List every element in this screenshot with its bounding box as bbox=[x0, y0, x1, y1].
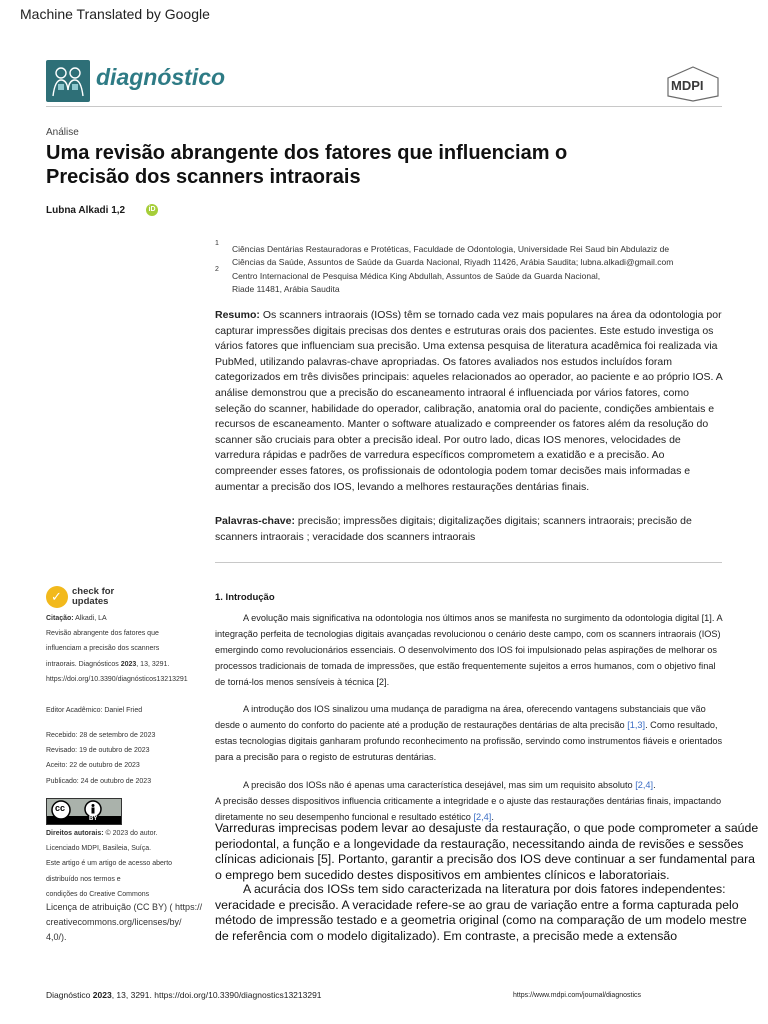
citation-ref[interactable]: [2,4] bbox=[635, 780, 654, 790]
title-line: Uma revisão abrangente dos fatores que influenciam o bbox=[46, 142, 568, 164]
author bbox=[46, 205, 125, 216]
section-heading: 1. Introdução bbox=[215, 592, 275, 603]
title-line: Precisão dos scanners intraorais bbox=[46, 166, 361, 188]
citation-text: , 13, 3291. bbox=[136, 660, 170, 668]
article-title bbox=[46, 141, 686, 189]
license-text: 4,0/). bbox=[46, 932, 67, 943]
affiliation-1 bbox=[232, 243, 722, 269]
citation-text: Revisão abrangente dos fatores que bbox=[46, 630, 159, 638]
keywords-label: Palavras-chave: bbox=[215, 515, 295, 527]
published-date: Publicado: 24 de outubro de 2023 bbox=[46, 777, 152, 785]
license-link[interactable]: creativecommons.org/licenses/by/ bbox=[46, 917, 182, 928]
machine-translation-banner: Machine Translated by Google bbox=[20, 6, 210, 22]
affiliation-line: Riade 11481, Arábia Saudita bbox=[232, 284, 340, 294]
copyright-label: Direitos autorais: bbox=[46, 830, 104, 837]
abstract bbox=[215, 308, 727, 495]
dates-block bbox=[46, 728, 206, 789]
footer-text: , 13, 3291. https://doi.org/10.3390/diagnostics13213291 bbox=[111, 990, 322, 1000]
paragraph-text: . bbox=[653, 780, 656, 790]
citation-doi-link[interactable]: https://doi.org/10.3390/diagnósticos13213291 bbox=[46, 675, 188, 683]
affiliation-line: Ciências Dentárias Restauradoras e Protéticas, Faculdade de Odontologia, Universidade Rei Saud bin Abdulaziz de bbox=[232, 244, 670, 254]
copyright-text: © 2023 do autor. bbox=[103, 830, 158, 837]
license-block bbox=[46, 900, 206, 946]
paragraph-text: A precisão dos IOSs não é apenas uma característica desejável, mas sim um requisito absoluto bbox=[243, 780, 636, 790]
affiliation-2 bbox=[232, 270, 722, 296]
footer-year: 2023 bbox=[92, 990, 112, 1000]
header-rule bbox=[46, 106, 722, 107]
journal-logo bbox=[46, 60, 90, 102]
paragraph-text: A introdução dos IOS sinalizou uma mudança de paradigma na área, oferecendo vantagens substanciais que vão desde o aumento do conforto do paciente até a produção de restaurações dentárias de alta precisão bbox=[215, 704, 706, 730]
paragraph-text: . Como resultado, estas tecnologias digitais ganharam profundo reconhecimento na profissão, servindo como instrumentos fiáveis e orientados para a precisão para o registo de estruturas dentárias. bbox=[215, 719, 723, 762]
copyright-text: Licenciado MDPI, Basileia, Suíça. bbox=[46, 845, 152, 853]
citation-text: influenciam a precisão dos scanners bbox=[46, 645, 160, 653]
keywords-text: precisão; impressões digitais; digitalizações digitais; scanners intraorais; precisão de scanners intraorais ; veracidade dos scanners intraorais bbox=[215, 515, 692, 543]
received-date: Recebido: 28 de setembro de 2023 bbox=[46, 732, 156, 739]
citation-ref[interactable]: [1,3] bbox=[627, 719, 646, 730]
copyright-text: condições do Creative Commons bbox=[46, 890, 150, 898]
intro-paragraph-2 bbox=[215, 702, 727, 766]
copyright-text: Este artigo é um artigo de acesso aberto bbox=[46, 860, 173, 868]
footer-journal-link[interactable]: https://www.mdpi.com/journal/diagnostics bbox=[513, 992, 641, 999]
article-type: Análise bbox=[46, 127, 79, 138]
intro-paragraph-1: A evolução mais significativa na odontologia nos últimos anos se manifesta no surgimento da odontologia digital [1]. A integração perfeita de tecnologias digitais avançadas revolucionou o cenário deste campo, com os scanners intraorais (IOS) emergindo como revolucionários essenciais. O desenvolvimento dos IOS foi impulsionado pelas aspirações de melhorar os processos tradicionais de tomada de impressões, que estão frequentemente sujeitos a erros humanos, com o objetivo final de torná-los menos sensíveis à técnica [2]. bbox=[215, 613, 723, 687]
revised-date: Revisado: 19 de outubro de 2023 bbox=[46, 747, 150, 755]
cc-by-license-icon[interactable] bbox=[46, 798, 122, 825]
copyright-text: distribuído nos termos e bbox=[46, 875, 121, 883]
check-icon: ✓ bbox=[46, 586, 68, 608]
citation-ref[interactable]: [2,4] bbox=[473, 811, 492, 822]
keywords bbox=[215, 514, 727, 545]
citation-year: 2023 bbox=[120, 660, 137, 668]
intro-paragraph-3a bbox=[215, 778, 727, 794]
paragraph-text: . bbox=[491, 811, 494, 822]
footer-citation bbox=[46, 990, 322, 1000]
copyright-block bbox=[46, 826, 206, 902]
affiliation-number: 1 bbox=[215, 240, 219, 247]
publisher-name: MDPI bbox=[671, 78, 704, 93]
affiliation-line: Ciências da Saúde, Assuntos de Saúde da Guarda Nacional, Riyadh 11426, Arábia Saudita; lubna.alkadi@gmail.com bbox=[232, 257, 674, 267]
cc-label: cc bbox=[55, 803, 66, 813]
accepted-date: Aceito: 22 de outubro de 2023 bbox=[46, 762, 140, 770]
cc-by-label: BY bbox=[89, 816, 98, 822]
affiliation-line: Centro Internacional de Pesquisa Médica King Abdullah, Assuntos de Saúde da Guarda Nacional, bbox=[232, 271, 601, 281]
mdpi-logo bbox=[666, 66, 720, 102]
author-affiliations: 1,2 bbox=[111, 205, 126, 216]
abstract-label: Resumo: bbox=[215, 309, 260, 321]
check-for-updates-badge[interactable] bbox=[46, 586, 176, 612]
check-label: check for bbox=[72, 586, 115, 597]
paragraph-text: A precisão desses dispositivos influencia criticamente a integridade e o ajuste das restaurações dentárias finais, impactando diretamente no seu desempenho funcional e resultado estético bbox=[215, 796, 722, 822]
intro-paragraph-5: A acurácia dos IOSs tem sido caracterizada na literatura por dois fatores independentes: veracidade e precisão. A veracidade refere-se ao grau de variação entre a forma capturada pelo método de impressão testado e a geometria original (como na comparação de um modelo mestre de referência com o modelo digitalizado). Em contraste, a precisão mede a extensão bbox=[215, 882, 747, 943]
abstract-rule bbox=[215, 562, 722, 563]
journal-name: diagnóstico bbox=[96, 64, 226, 90]
affiliation-number: 2 bbox=[215, 266, 219, 273]
orcid-icon[interactable]: iD bbox=[146, 204, 158, 216]
citation-text: Alkadi, LA bbox=[73, 615, 107, 622]
check-label: updates bbox=[72, 596, 109, 607]
citation-block bbox=[46, 611, 206, 687]
author-name: Lubna Alkadi bbox=[46, 205, 109, 216]
academic-editor: Editor Acadêmico: Daniel Fried bbox=[46, 707, 143, 714]
footer-text: Diagnóstico bbox=[46, 990, 93, 1000]
intro-paragraph-4: Varreduras imprecisas podem levar ao desajuste da restauração, o que pode comprometer a saúde periodontal, a função e a longevidade da restauração, necessitando ainda de revisões e sessões clínicas adicionais [5]. Portanto, garantir a precisão dos IOS deve continuar a ser fundamental para o emprego bem sucedido destes dispositivos em ambientes clínicos e laboratoriais. bbox=[215, 821, 759, 882]
citation-label: Citação: bbox=[46, 615, 74, 622]
citation-text: intraorais. Diagnósticos bbox=[46, 660, 121, 668]
abstract-text: Os scanners intraorais (IOSs) têm se tornado cada vez mais populares na área da odontologia por capturar impressões digitais precisas dos dentes e estruturas orais dos pacientes. Este estudo investiga os vários fatores que influenciam sua precisão. Uma extensa pesquisa de literatura acadêmica foi realizada via PubMed, utilizando palavras-chave apropriadas. Os fatores avaliados nos estudos incluídos foram categorizados em três divisões principais: aqueles relacionados ao operador, ao paciente e ao próprio IOS. A análise demonstrou que a precisão do escaneamento intraoral é influenciada por vários fatores, como seleção do scanner, habilidade do operador, calibração, anatomia oral do paciente, condições ambientais e recursos de escaneamento. Manter o software atualizado e compreender os fatores além da resolução do scanner são cruciais para obter a precisão ideal. Por outro lado, dicas IOS menores, velocidades de varredura rápidas e padrões de varredura específicos comprometem a exatidão e a precisão. Ao compreender esses fatores, os profissionais de odontologia podem tomar decisões mais informadas e aumentar a precisão dos IOS, levando a melhores restaurações dentárias finais. bbox=[215, 309, 723, 493]
license-text: Licença de atribuição (CC BY) ( https:// bbox=[46, 902, 203, 912]
